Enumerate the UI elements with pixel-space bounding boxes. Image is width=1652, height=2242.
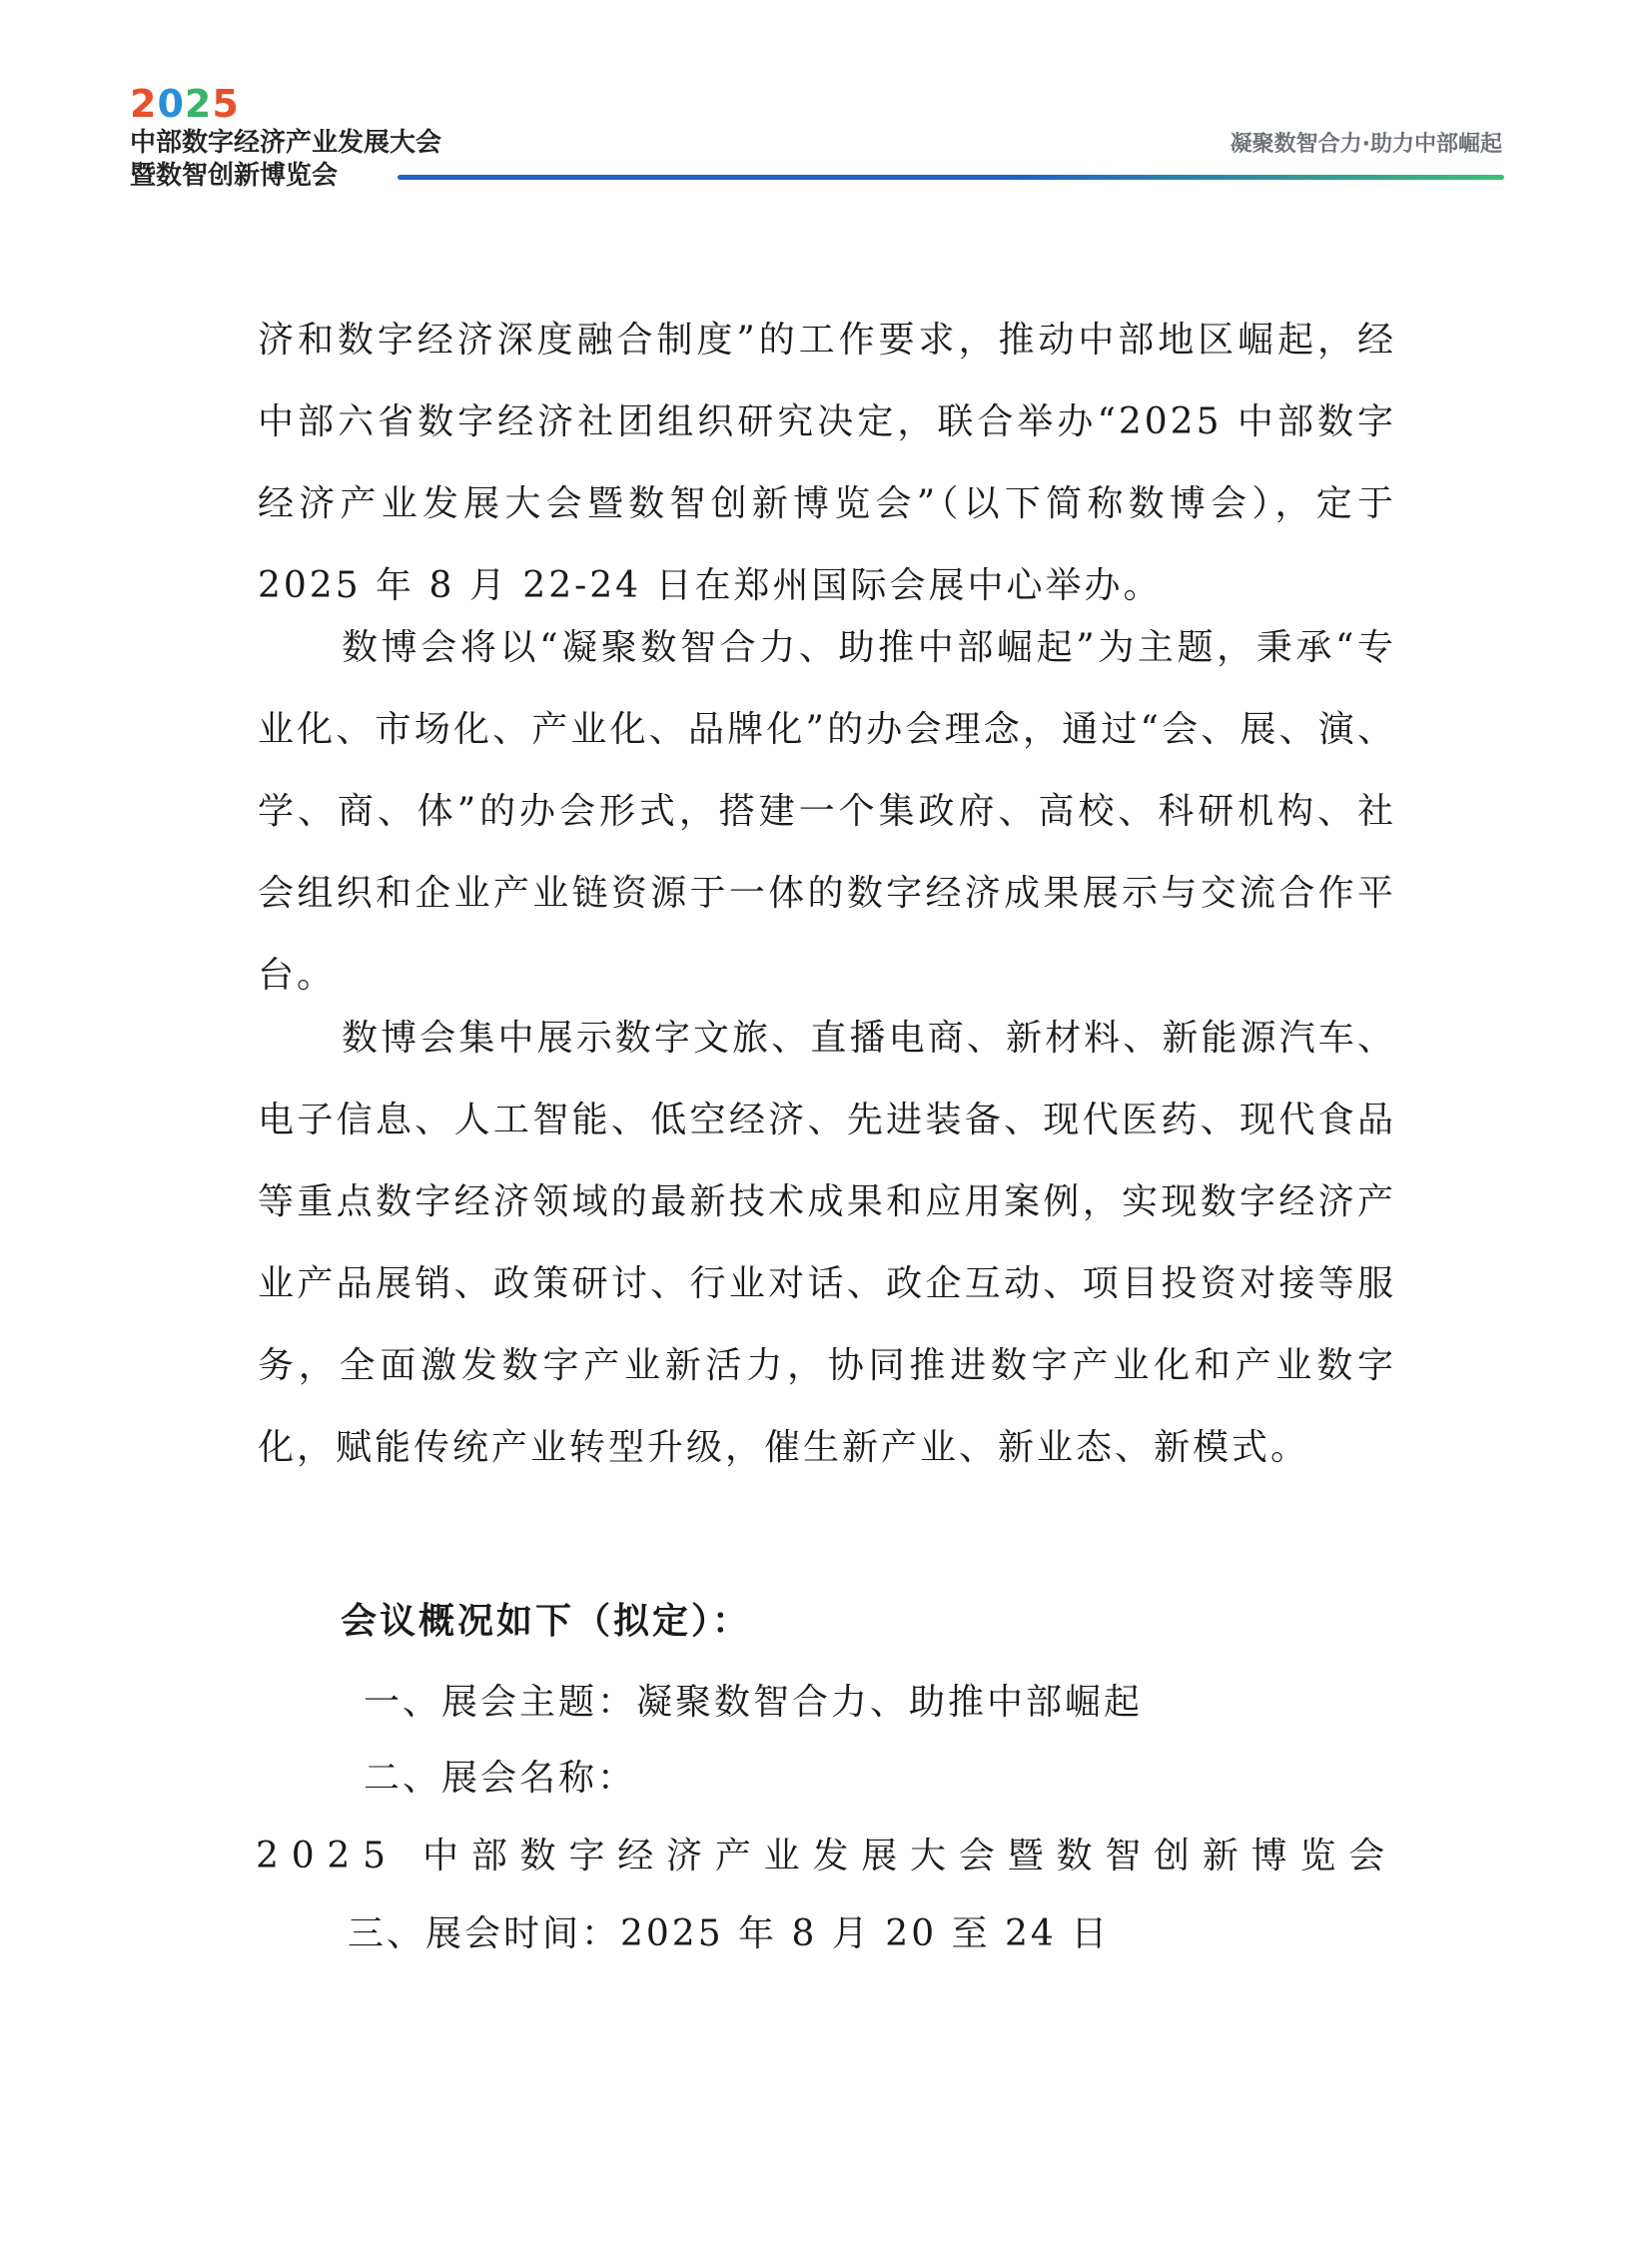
- logo-digit: 2: [184, 82, 213, 126]
- header-slogan: 凝聚数智合力·助力中部崛起: [1230, 132, 1502, 157]
- summary-item-theme: 一、展会主题：凝聚数智合力、助推中部崛起: [364, 1682, 1144, 1723]
- summary-item-name-value: 2025 中部数字经济产业发展大会暨数智创新博览会: [256, 1836, 1398, 1876]
- summary-item-name-label: 二、展会名称：: [364, 1758, 637, 1799]
- logo-digit: 2: [130, 82, 158, 126]
- page-header: [0, 0, 1652, 200]
- header-divider: [398, 175, 1504, 180]
- logo-year: [130, 82, 240, 126]
- logo-digit: 0: [157, 82, 185, 126]
- body-paragraph-2: 数博会将以“凝聚数智合力、助推中部崛起”为主题，秉承“专业化、市场化、产业化、品牌化”的办会理念，通过“会、展、演、学、商、体”的办会形式，搭建一个集政府、高校、科研机构、社会组织和企业产业链资源于一体的数字经济成果展示与交流合作平台。: [258, 627, 1396, 996]
- logo-title-line1: 中部数字经济产业发展大会: [130, 128, 442, 158]
- logo-digit: 5: [212, 82, 240, 126]
- body-paragraph-3: 数博会集中展示数字文旅、直播电商、新材料、新能源汽车、电子信息、人工智能、低空经济、先进装备、现代医药、现代食品等重点数字经济领域的最新技术成果和应用案例，实现数字经济产业产品展销、政策研讨、行业对话、政企互动、项目投资对接等服务，全面激发数字产业新活力，协同推进数字产业化和产业数字化，赋能传统产业转型升级，催生新产业、新业态、新模式。: [258, 1018, 1396, 1468]
- summary-item-time: 三、展会时间：2025 年 8 月 20 至 24 日: [348, 1913, 1111, 1954]
- summary-title: 会议概况如下（拟定）：: [341, 1600, 752, 1642]
- logo-title-line2: 暨数智创新博览会: [130, 161, 339, 191]
- body-paragraph-1: 济和数字经济深度融合制度”的工作要求，推动中部地区崛起，经中部六省数字经济社团组织研究决定，联合举办“2025 中部数字经济产业发展大会暨数智创新博览会”（以下简称数博会），定于 2025 年 8 月 22-24 日在郑州国际会展中心举办。: [258, 320, 1411, 606]
